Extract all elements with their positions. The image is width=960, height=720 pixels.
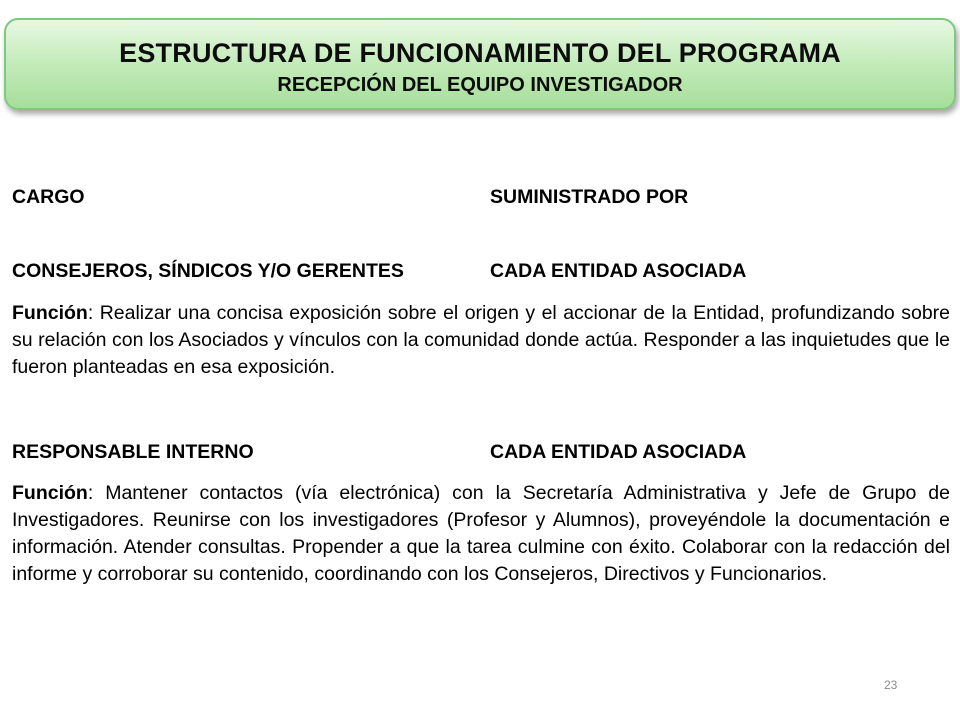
- column-header-row: [12, 186, 950, 214]
- entry-1-cargo: CONSEJEROS, SÍNDICOS Y/O GERENTES: [12, 260, 404, 282]
- page-number: 23: [884, 678, 898, 692]
- entry-2-funcion: [12, 480, 950, 588]
- page-subtitle: RECEPCIÓN DEL EQUIPO INVESTIGADOR: [277, 74, 683, 96]
- entry-row-1: [12, 260, 950, 288]
- entry-2-cargo: RESPONSABLE INTERNO: [12, 441, 254, 463]
- entry-2-funcion-text: : Mantener contactos (vía electrónica) con la Secretaría Administrativa y Jefe de Grupo de Investigadores. Reunirse con los investigadores (Profesor y Alumnos), proveyéndole la documentación e información. Atender consultas. Propender a que la tarea culmine con éxito. Colaborar con la redacción del informe y corroborar su contenido, coordinando con los Consejeros, Directivos y Funcionarios.: [12, 482, 950, 585]
- entry-1-funcion-text: : Realizar una concisa exposición sobre el origen y el accionar de la Entidad, profundizando sobre su relación con los Asociados y vínculos con la comunidad donde actúa. Responder a las inquietudes que le fueron planteadas en esa exposición.: [12, 302, 950, 378]
- column-header-cargo: CARGO: [12, 186, 85, 208]
- column-header-suministrado: SUMINISTRADO POR: [490, 186, 689, 208]
- entry-1-funcion-label: Función: [12, 302, 88, 324]
- title-banner: [4, 18, 956, 110]
- entry-2-funcion-label: Función: [12, 482, 88, 504]
- entry-1-funcion: [12, 300, 950, 381]
- entry-row-2: [12, 441, 950, 469]
- entry-2-suministrado: CADA ENTIDAD ASOCIADA: [490, 441, 747, 463]
- entry-1-suministrado: CADA ENTIDAD ASOCIADA: [490, 260, 747, 282]
- page-title: ESTRUCTURA DE FUNCIONAMIENTO DEL PROGRAMA: [119, 38, 841, 68]
